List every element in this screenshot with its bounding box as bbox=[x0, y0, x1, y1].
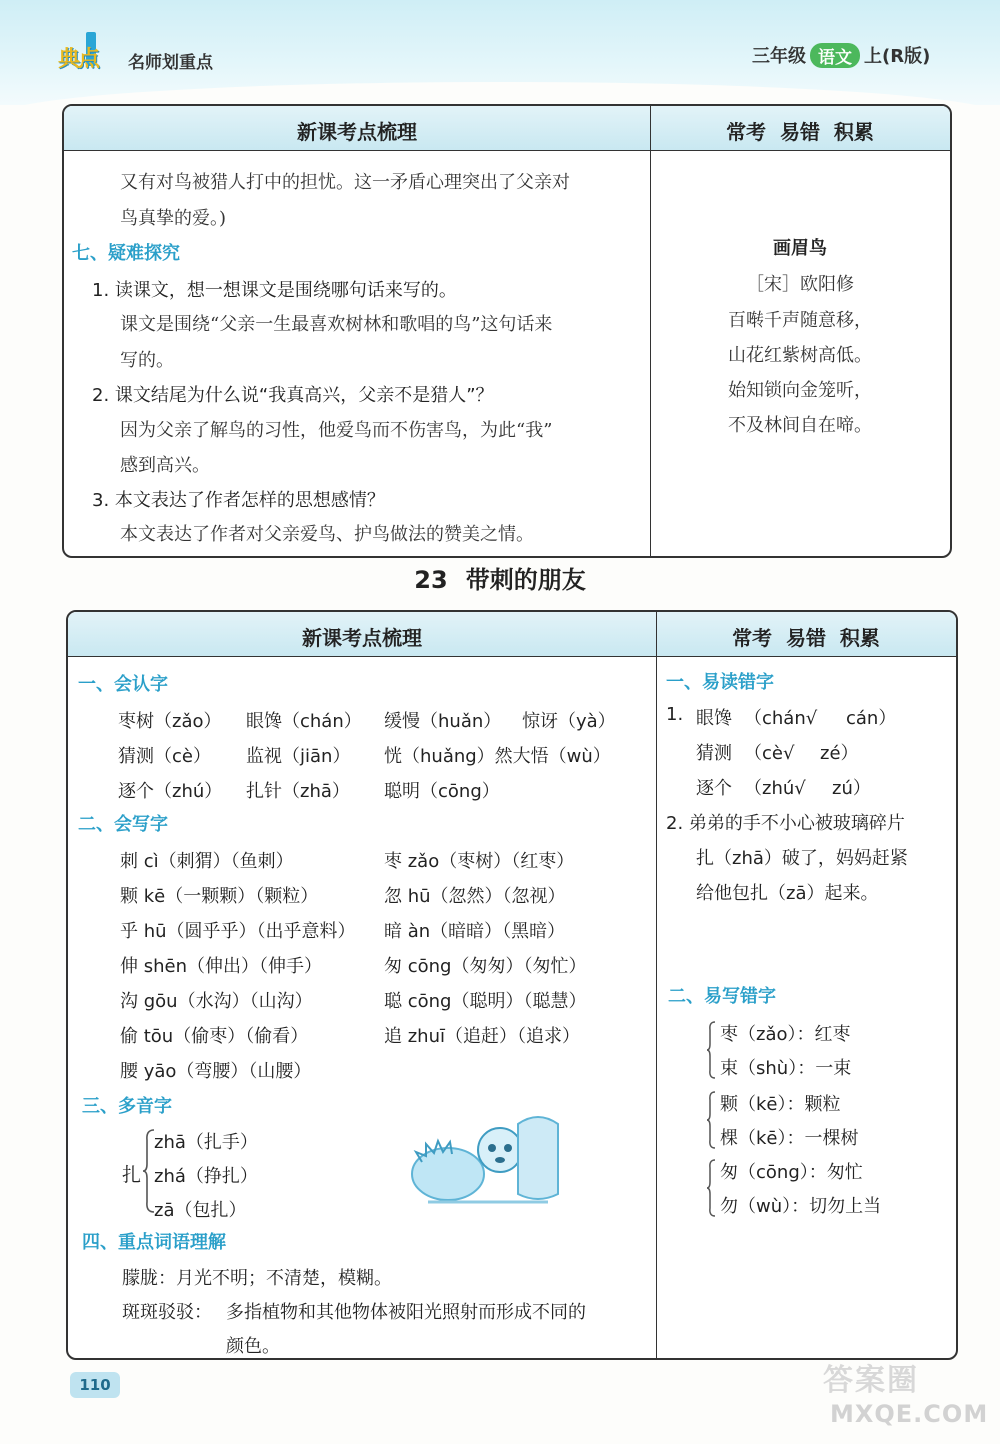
pair-1-brace-icon bbox=[706, 1020, 716, 1080]
pair-2-brace-icon bbox=[706, 1090, 716, 1150]
recog-2-3: 恍（huǎng）然大悟（wù） bbox=[384, 746, 611, 767]
recog-1-2: 眼馋（chán） bbox=[246, 711, 362, 732]
word-2-def-2: 颜色。 bbox=[226, 1336, 280, 1357]
box1-left-title: 新课考点梳理 bbox=[297, 120, 417, 144]
recog-1-1: 枣树（zǎo） bbox=[118, 711, 222, 732]
poem-line-4: 不及林间自在啼。 bbox=[728, 415, 872, 436]
write-right-4: 匆 cōng（匆匆）（匆忙） bbox=[384, 956, 587, 977]
recog-1-3: 缓慢（huǎn） bbox=[384, 711, 502, 732]
box2-divider bbox=[656, 612, 657, 1358]
cont-line-2: 鸟真挚的爱。) bbox=[120, 208, 227, 229]
pair-3-a: 匆（cōng）：匆忙 bbox=[720, 1162, 863, 1183]
polyphone-2: zhá（挣扎） bbox=[154, 1166, 258, 1187]
misread-1-wrong: cán） bbox=[846, 708, 897, 729]
section-3-title: 三、多音字 bbox=[82, 1096, 172, 1117]
write-left-1: 刺 cì（刺猬）（鱼刺） bbox=[120, 851, 294, 872]
lesson-number: 23 bbox=[414, 566, 448, 594]
misread-1-no: 1. bbox=[666, 704, 684, 725]
polyphone-3: zā（包扎） bbox=[154, 1200, 247, 1221]
pair-2-b: 棵（kē）：一棵树 bbox=[720, 1128, 859, 1149]
polyphone-char: 扎 bbox=[122, 1164, 142, 1186]
section-4-title: 四、重点词语理解 bbox=[82, 1232, 226, 1253]
write-left-4: 伸 shēn（伸出）（伸手） bbox=[120, 956, 322, 977]
misread-3-right: （zhú√ bbox=[744, 778, 806, 799]
pair-1-a: 枣（zǎo）：红枣 bbox=[720, 1024, 851, 1045]
misread-3-word: 逐个 bbox=[696, 778, 732, 799]
word-1: 朦胧：月光不明；不清楚，模糊。 bbox=[122, 1268, 392, 1289]
right-section-1-title: 一、易读错字 bbox=[666, 672, 774, 693]
write-right-2: 忽 hū（忽然）（忽视） bbox=[384, 886, 566, 907]
misread-3-wrong: zú） bbox=[832, 778, 871, 799]
section-2-title: 二、会写字 bbox=[78, 814, 168, 835]
box1-right-title: 常考 易错 积累 bbox=[726, 120, 874, 144]
lesson-title bbox=[0, 560, 1000, 595]
page-number: 110 bbox=[70, 1372, 120, 1398]
misread-2-wrong: zé） bbox=[820, 743, 859, 764]
watermark-url: MXQE.COM bbox=[830, 1400, 989, 1428]
watermark-logo: 答案圈 bbox=[823, 1363, 919, 1398]
recog-1-4: 惊讶（yà） bbox=[522, 711, 616, 732]
grade-label bbox=[752, 42, 930, 68]
hedgehog-illustration-icon bbox=[408, 1104, 568, 1210]
recog-3-2: 扎针（zhā） bbox=[246, 781, 350, 802]
write-left-5: 沟 gōu（水沟）（山沟） bbox=[120, 991, 313, 1012]
misread-2-right: （cè√ bbox=[744, 743, 795, 764]
lesson-name: 带刺的朋友 bbox=[465, 566, 586, 594]
answer-1-line-2: 写的。 bbox=[120, 350, 174, 371]
polyphone-1: zhā（扎手） bbox=[154, 1132, 258, 1153]
question-3: 3. 本文表达了作者怎样的思想感情？ bbox=[92, 490, 385, 511]
box2-left-title: 新课考点梳理 bbox=[302, 626, 422, 650]
pair-2-a: 颗（kē）：颗粒 bbox=[720, 1094, 841, 1115]
brand-name: 名师划重点 bbox=[128, 53, 213, 73]
recog-3-1: 逐个（zhú） bbox=[118, 781, 223, 802]
write-right-5: 聪 cōng（聪明）（聪慧） bbox=[384, 991, 587, 1012]
write-right-3: 暗 àn（暗暗）（黑暗） bbox=[384, 921, 566, 942]
question-1: 1. 读课文，想一想课文是围绕哪句话来写的。 bbox=[92, 280, 457, 301]
grade-prefix: 三年级 bbox=[752, 46, 806, 67]
poem-author: ［宋］欧阳修 bbox=[746, 274, 854, 295]
recog-2-2: 监视（jiān） bbox=[246, 746, 351, 767]
write-left-7: 腰 yāo（弯腰）（山腰） bbox=[120, 1061, 312, 1082]
subject-pill: 语文 bbox=[810, 43, 860, 68]
answer-2-line-2: 感到高兴。 bbox=[120, 455, 210, 476]
cont-line-1: 又有对鸟被猎人打中的担忧。这一矛盾心理突出了父亲对 bbox=[120, 172, 570, 193]
grade-suffix: 上(R版) bbox=[864, 46, 931, 67]
write-left-2: 颗 kē（一颗颗）（颗粒） bbox=[120, 886, 319, 907]
misread-sentence-3: 给他包扎（zā）起来。 bbox=[696, 883, 879, 904]
misread-sentence-2: 扎（zhā）破了，妈妈赶紧 bbox=[696, 848, 908, 869]
section-1-title: 一、会认字 bbox=[78, 674, 168, 695]
misread-1-right: （chán√ bbox=[744, 708, 818, 729]
brand-logo: 典点 bbox=[58, 47, 99, 72]
right-section-2-title: 二、易写错字 bbox=[668, 986, 776, 1007]
question-2: 2. 课文结尾为什么说“我真高兴，父亲不是猎人”？ bbox=[92, 385, 494, 406]
misread-2-word: 猜测 bbox=[696, 743, 732, 764]
poem-title: 画眉鸟 bbox=[773, 238, 827, 259]
review-box-2 bbox=[66, 610, 958, 1360]
misread-sentence-1: 2. 弟弟的手不小心被玻璃碎片 bbox=[666, 813, 905, 834]
word-2-def-1: 多指植物和其他物体被阳光照射而形成不同的 bbox=[226, 1302, 586, 1323]
box1-header bbox=[64, 106, 950, 151]
answer-2-line-1: 因为父亲了解鸟的习性，他爱鸟而不伤害鸟，为此“我” bbox=[120, 420, 553, 441]
write-left-3: 乎 hū（圆乎乎）（出乎意料） bbox=[120, 921, 356, 942]
misread-1-word: 眼馋 bbox=[696, 708, 732, 729]
review-box-1 bbox=[62, 104, 952, 558]
answer-1-line-1: 课文是围绕“父亲一生最喜欢树林和歌唱的鸟”这句话来 bbox=[120, 314, 553, 335]
poem-line-1: 百啭千声随意移， bbox=[728, 310, 872, 331]
poem-line-3: 始知锁向金笼听， bbox=[728, 380, 872, 401]
answer-3: 本文表达了作者对父亲爱鸟、护鸟做法的赞美之情。 bbox=[120, 524, 534, 545]
poem-line-2: 山花红紫树高低。 bbox=[728, 345, 872, 366]
recog-2-1: 猜测（cè） bbox=[118, 746, 211, 767]
pair-3-b: 勿（wù）：切勿上当 bbox=[720, 1196, 882, 1217]
write-right-6: 追 zhuī（追赶）（追求） bbox=[384, 1026, 580, 1047]
section-7-title: 七、疑难探究 bbox=[72, 243, 180, 264]
word-2-term: 斑斑驳驳： bbox=[122, 1302, 212, 1323]
pair-1-b: 束（shù）：一束 bbox=[720, 1058, 852, 1079]
box2-header bbox=[68, 612, 956, 657]
box2-right-title: 常考 易错 积累 bbox=[732, 626, 880, 650]
recog-3-3: 聪明（cōng） bbox=[384, 781, 500, 802]
pair-3-brace-icon bbox=[706, 1158, 716, 1218]
write-left-6: 偷 tōu（偷枣）（偷看） bbox=[120, 1026, 309, 1047]
write-right-1: 枣 zǎo（枣树）（红枣） bbox=[384, 851, 575, 872]
